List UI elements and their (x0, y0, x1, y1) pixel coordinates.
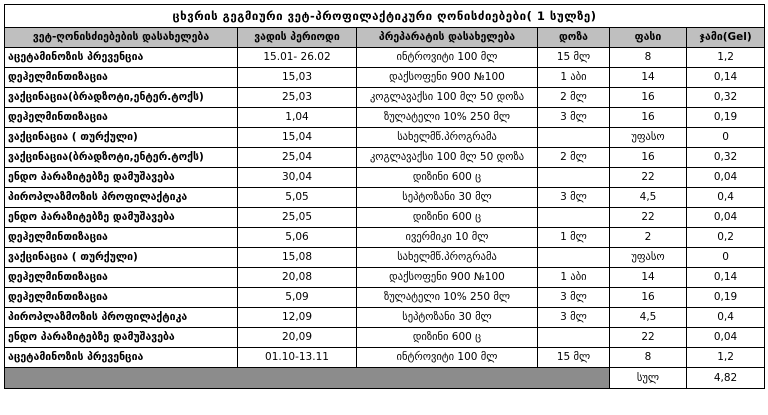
cell-dose: 2 მლ (538, 88, 610, 108)
cell-dose: 2 მლ (538, 148, 610, 168)
cell-drug-name: ივერმიკი 10 მლ (357, 228, 538, 248)
cell-drug-name: დიზინი 600 ც (357, 328, 538, 348)
cell-dose (538, 128, 610, 148)
cell-drug-name: კოგლავაქსი 100 მლ 50 დოზა (357, 88, 538, 108)
cell-period: 5,09 (238, 288, 357, 308)
cell-sum: 0,32 (687, 88, 765, 108)
cell-sum: 0,4 (687, 308, 765, 328)
cell-drug-name: სახელმწ.პროგრამა (357, 128, 538, 148)
table-title-row (5, 5, 765, 28)
cell-drug-name: ზულატელი 10% 250 მლ (357, 288, 538, 308)
cell-period: 30,04 (238, 168, 357, 188)
cell-price: 22 (610, 328, 687, 348)
cell-drug-name: ზულატელი 10% 250 მლ (357, 108, 538, 128)
cell-price: 16 (610, 108, 687, 128)
cell-drug-name: სეპტოზანი 30 მლ (357, 188, 538, 208)
cell-period: 5,06 (238, 228, 357, 248)
cell-event-name: აცეტამინოზის პრევენცია (5, 48, 238, 68)
cell-event-name: აცეტამინოზის პრევენცია (5, 348, 238, 368)
table-row (5, 288, 765, 308)
cell-sum: 0,04 (687, 328, 765, 348)
cell-sum: 0,04 (687, 168, 765, 188)
cell-event-name: ენდო პარაზიტებზე დამუშავება (5, 168, 238, 188)
cell-drug-name: ინტროვიტი 100 მლ (357, 348, 538, 368)
cell-event-name: პიროპლაზმოზის პროფილაქტიკა (5, 308, 238, 328)
cell-sum: 0,04 (687, 208, 765, 228)
table-row (5, 328, 765, 348)
cell-period: 15.01- 26.02 (238, 48, 357, 68)
cell-price: 8 (610, 348, 687, 368)
cell-sum: 0 (687, 128, 765, 148)
cell-sum: 0 (687, 248, 765, 268)
cell-price: 14 (610, 268, 687, 288)
header-drug-name: პრეპარატის დასახელება (357, 28, 538, 48)
table-row (5, 88, 765, 108)
cell-period: 15,08 (238, 248, 357, 268)
cell-price: 14 (610, 68, 687, 88)
cell-period: 5,05 (238, 188, 357, 208)
cell-period: 12,09 (238, 308, 357, 328)
cell-drug-name: დიზინი 600 ც (357, 168, 538, 188)
table-title: ცხვრის გეგმიური ვეტ-პროფილაქტიკური ღონისძიებები( 1 სულზე) (5, 5, 765, 28)
header-price: ფასი (610, 28, 687, 48)
cell-event-name: დეჰელმინთიზაცია (5, 288, 238, 308)
cell-dose (538, 208, 610, 228)
header-dose: დოზა (538, 28, 610, 48)
cell-price: 8 (610, 48, 687, 68)
cell-event-name: დეჰელმინთიზაცია (5, 228, 238, 248)
cell-sum: 1,2 (687, 48, 765, 68)
cell-price: 2 (610, 228, 687, 248)
cell-drug-name: ინტროვიტი 100 მლ (357, 48, 538, 68)
table-row (5, 168, 765, 188)
cell-event-name: ენდო პარაზიტებზე დამუშავება (5, 328, 238, 348)
cell-dose: 15 მლ (538, 348, 610, 368)
cell-period: 1,04 (238, 108, 357, 128)
cell-sum: 0,14 (687, 268, 765, 288)
total-label: სულ (610, 368, 687, 389)
cell-sum: 0,19 (687, 288, 765, 308)
cell-period: 01.10-13.11 (238, 348, 357, 368)
cell-price: 16 (610, 288, 687, 308)
cell-period: 25,05 (238, 208, 357, 228)
cell-price: 16 (610, 88, 687, 108)
total-filler (5, 368, 610, 389)
cell-price: უფასო (610, 128, 687, 148)
cell-sum: 0,4 (687, 188, 765, 208)
cell-event-name: დეჰელმინთიზაცია (5, 108, 238, 128)
table-row (5, 68, 765, 88)
cell-event-name: პიროპლაზმოზის პროფილაქტიკა (5, 188, 238, 208)
table-row (5, 208, 765, 228)
cell-sum: 0,32 (687, 148, 765, 168)
cell-dose: 15 მლ (538, 48, 610, 68)
table-row (5, 188, 765, 208)
cell-drug-name: სახელმწ.პროგრამა (357, 248, 538, 268)
table-row (5, 48, 765, 68)
cell-dose (538, 248, 610, 268)
cell-dose: 3 მლ (538, 108, 610, 128)
cell-drug-name: დაქსოფენი 900 №100 (357, 68, 538, 88)
table-row (5, 268, 765, 288)
cell-period: 20,08 (238, 268, 357, 288)
cell-event-name: ვაქცინაცია(ბრადზოტი,ენტერ.ტოქს) (5, 148, 238, 168)
cell-drug-name: სეპტოზანი 30 მლ (357, 308, 538, 328)
cell-price: უფასო (610, 248, 687, 268)
table-row (5, 108, 765, 128)
table-row (5, 228, 765, 248)
cell-price: 22 (610, 208, 687, 228)
cell-dose: 3 მლ (538, 288, 610, 308)
cell-event-name: ვაქცინაცია ( თურქული) (5, 248, 238, 268)
cell-dose (538, 168, 610, 188)
cell-price: 22 (610, 168, 687, 188)
table-row (5, 308, 765, 328)
cell-event-name: დეჰელმინთიზაცია (5, 268, 238, 288)
cell-period: 25,04 (238, 148, 357, 168)
cell-dose (538, 328, 610, 348)
cell-period: 15,04 (238, 128, 357, 148)
table-row (5, 348, 765, 368)
cell-dose: 1 მლ (538, 228, 610, 248)
cell-price: 16 (610, 148, 687, 168)
cell-price: 4,5 (610, 188, 687, 208)
cell-drug-name: დაქსოფენი 900 №100 (357, 268, 538, 288)
spreadsheet (4, 4, 764, 407)
cell-sum: 1,2 (687, 348, 765, 368)
table-row (5, 248, 765, 268)
total-value: 4,82 (687, 368, 765, 389)
cell-sum: 0,2 (687, 228, 765, 248)
cell-price: 4,5 (610, 308, 687, 328)
header-event-name: ვეტ-ღონისძიებების დასახელება (5, 28, 238, 48)
cell-dose: 3 მლ (538, 188, 610, 208)
header-row (5, 28, 765, 48)
cell-dose: 1 აბი (538, 268, 610, 288)
table-row (5, 148, 765, 168)
cell-drug-name: დიზინი 600 ც (357, 208, 538, 228)
table-row (5, 128, 765, 148)
vet-schedule-table (4, 4, 765, 389)
cell-period: 20,09 (238, 328, 357, 348)
cell-period: 25,03 (238, 88, 357, 108)
cell-sum: 0,19 (687, 108, 765, 128)
cell-dose: 1 აბი (538, 68, 610, 88)
cell-event-name: დეჰელმინთიზაცია (5, 68, 238, 88)
cell-event-name: ენდო პარაზიტებზე დამუშავება (5, 208, 238, 228)
header-sum: ჯამი(Gel) (687, 28, 765, 48)
cell-sum: 0,14 (687, 68, 765, 88)
header-period: ვადის პერიოდი (238, 28, 357, 48)
cell-event-name: ვაქცინაცია(ბრადზოტი,ენტერ.ტოქს) (5, 88, 238, 108)
cell-event-name: ვაქცინაცია ( თურქული) (5, 128, 238, 148)
total-row (5, 368, 765, 389)
cell-period: 15,03 (238, 68, 357, 88)
cell-dose: 3 მლ (538, 308, 610, 328)
cell-drug-name: კოგლავაქსი 100 მლ 50 დოზა (357, 148, 538, 168)
